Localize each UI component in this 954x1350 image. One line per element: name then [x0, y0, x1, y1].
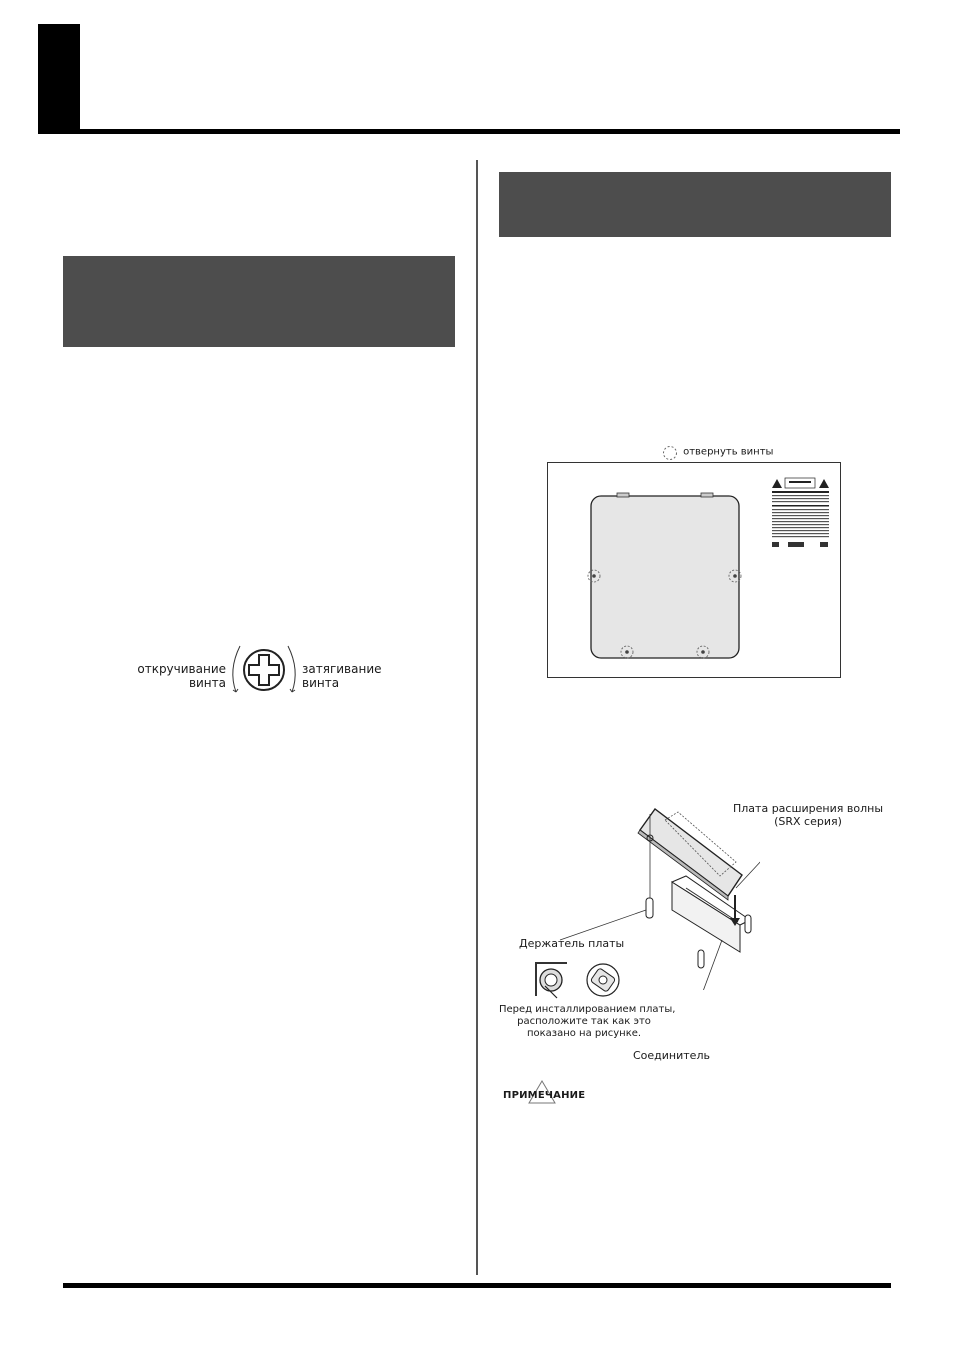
holder-instruction: Перед инсталлированием платы, расположите так как это показано на рисунке.	[499, 1004, 676, 1039]
holder-orientation-icons	[533, 958, 627, 1000]
panel-legend: отвернуть винты	[662, 442, 773, 458]
chapter-marker-block	[38, 24, 80, 134]
header-rule	[38, 129, 900, 134]
column-divider	[476, 160, 478, 1275]
loosen-label: откручивание винта	[137, 662, 226, 690]
dashed-circle-icon	[662, 445, 678, 461]
board-label: Плата расширения волны (SRX серия)	[733, 802, 883, 828]
section-banner-right	[499, 172, 891, 237]
holder-label: Держатель платы	[519, 937, 625, 950]
section-banner-left	[63, 256, 455, 347]
connector-label: Соединитель	[633, 1049, 710, 1062]
bottom-panel-illustration	[547, 462, 843, 680]
tighten-label: затягивание винта	[302, 662, 382, 690]
note-label: ПРИМЕЧАНИЕ	[503, 1090, 586, 1101]
screw-head-icon	[226, 640, 302, 704]
screw-figure	[130, 640, 390, 710]
footer-rule	[63, 1283, 891, 1288]
